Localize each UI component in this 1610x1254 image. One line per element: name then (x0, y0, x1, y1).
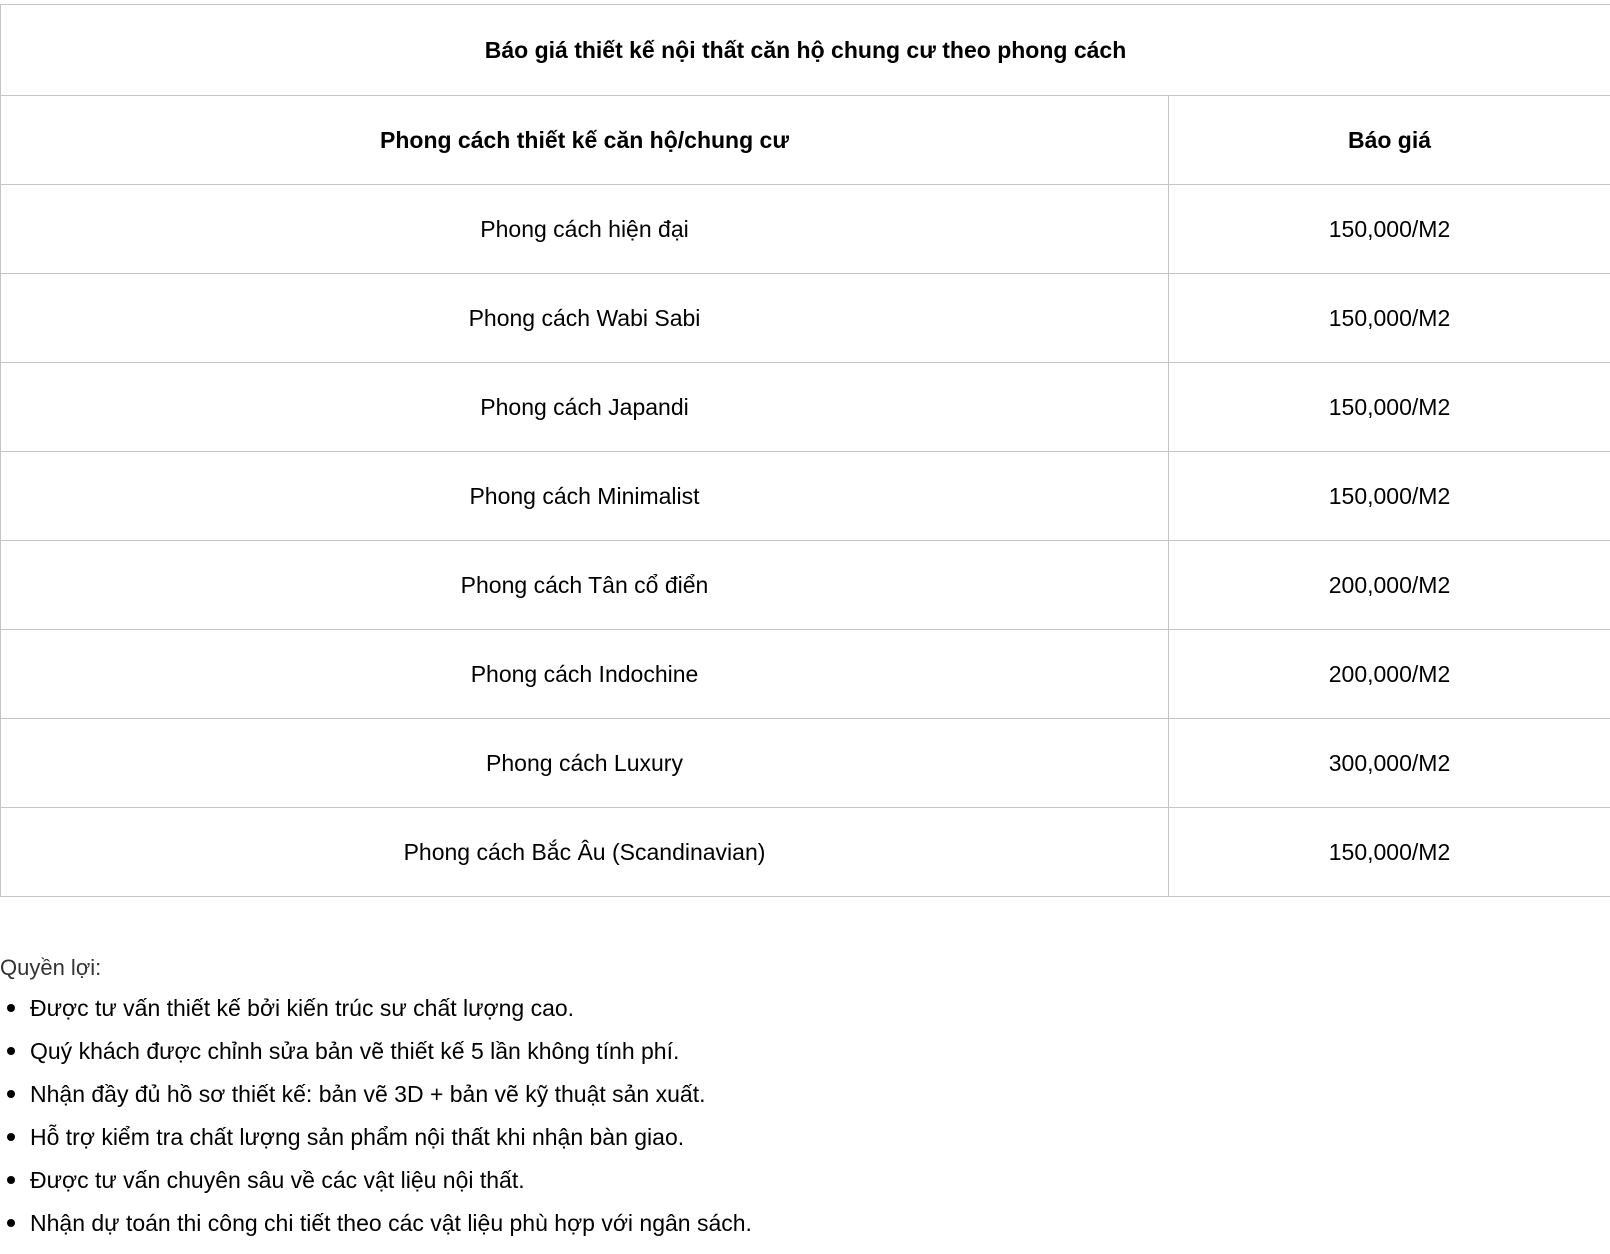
list-item (0, 1209, 1600, 1252)
benefits-section (0, 956, 1600, 1252)
benefit-text: Được tư vấn thiết kế bởi kiến trúc sư chất lượng cao. (30, 995, 575, 1021)
table-header-row (1, 96, 1610, 185)
list-item (0, 1123, 1600, 1166)
price-table (0, 4, 1610, 897)
table-row (1, 185, 1610, 274)
price-cell: 200,000/M2 (1169, 630, 1610, 719)
list-item (0, 994, 1600, 1037)
benefit-text: Nhận dự toán thi công chi tiết theo các vật liệu phù hợp với ngân sách. (30, 1210, 752, 1236)
bullet-icon (7, 1133, 15, 1141)
style-cell: Phong cách Tân cổ điển (1, 541, 1169, 630)
style-cell: Phong cách Indochine (1, 630, 1169, 719)
price-cell: 150,000/M2 (1169, 274, 1610, 363)
benefit-text: Nhận đầy đủ hồ sơ thiết kế: bản vẽ 3D + bản vẽ kỹ thuật sản xuất. (30, 1081, 706, 1107)
benefits-label: Quyền lợi: (0, 955, 102, 980)
table-row (1, 452, 1610, 541)
style-cell: Phong cách Japandi (1, 363, 1169, 452)
table-row (1, 363, 1610, 452)
table-row (1, 808, 1610, 897)
table-row (1, 630, 1610, 719)
benefits-list (0, 994, 1600, 1252)
benefit-text: Được tư vấn chuyên sâu về các vật liệu nội thất. (30, 1167, 525, 1193)
list-item (0, 1037, 1600, 1080)
bullet-icon (7, 1176, 15, 1184)
price-cell: 200,000/M2 (1169, 541, 1610, 630)
price-cell: 150,000/M2 (1169, 452, 1610, 541)
price-cell: 150,000/M2 (1169, 363, 1610, 452)
style-cell: Phong cách Minimalist (1, 452, 1169, 541)
style-cell: Phong cách hiện đại (1, 185, 1169, 274)
bullet-icon (7, 1047, 15, 1055)
list-item (0, 1080, 1600, 1123)
price-cell: 150,000/M2 (1169, 808, 1610, 897)
column-header-style: Phong cách thiết kế căn hộ/chung cư (1, 96, 1169, 185)
column-header-price: Báo giá (1169, 96, 1610, 185)
table-title-row (1, 5, 1610, 96)
benefit-text: Hỗ trợ kiểm tra chất lượng sản phẩm nội thất khi nhận bàn giao. (30, 1124, 685, 1150)
style-cell: Phong cách Bắc Âu (Scandinavian) (1, 808, 1169, 897)
bullet-icon (7, 1219, 15, 1227)
list-item (0, 1166, 1600, 1209)
price-cell: 300,000/M2 (1169, 719, 1610, 808)
style-cell: Phong cách Wabi Sabi (1, 274, 1169, 363)
table-row (1, 274, 1610, 363)
table-row (1, 719, 1610, 808)
bullet-icon (7, 1090, 15, 1098)
style-cell: Phong cách Luxury (1, 719, 1169, 808)
table-row (1, 541, 1610, 630)
bullet-icon (7, 1004, 15, 1012)
price-cell: 150,000/M2 (1169, 185, 1610, 274)
table-title: Báo giá thiết kế nội thất căn hộ chung cư theo phong cách (1, 5, 1610, 96)
benefit-text: Quý khách được chỉnh sửa bản vẽ thiết kế 5 lần không tính phí. (30, 1038, 680, 1064)
